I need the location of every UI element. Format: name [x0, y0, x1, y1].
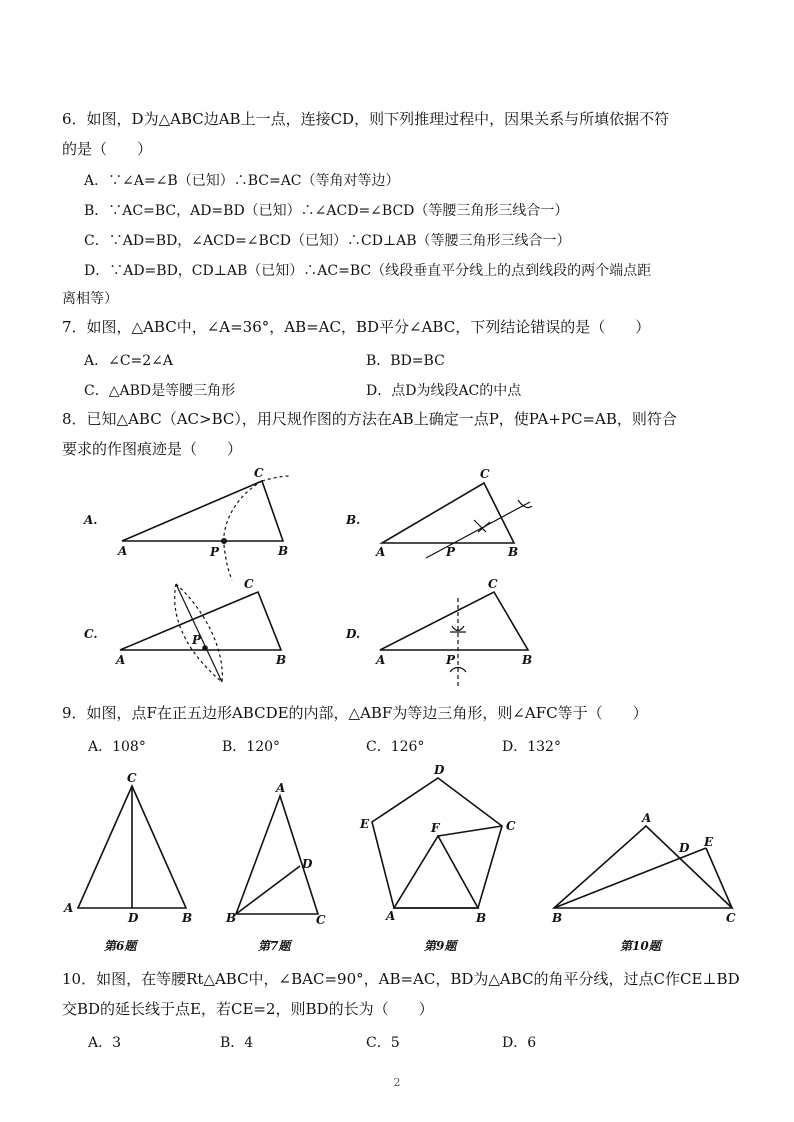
- fig9-label-f: F: [431, 821, 440, 835]
- q10-stem-line1: 10．如图，在等腰Rt△ABC中，∠BAC=90°，AB=AC，BD为△ABC的角平分线，过点C作CE⊥BD: [62, 970, 740, 988]
- q10-stem-line2: 交BD的延长线于点E，若CE=2，则BD的长为（ ）: [62, 1000, 434, 1018]
- fig10-label-e: E: [704, 835, 714, 849]
- q10-option-c: C．5: [366, 1035, 400, 1051]
- q8-a-point-p: P: [210, 545, 220, 559]
- fig9-caption: 第9题: [424, 939, 457, 953]
- q8-d-point-p: P: [446, 653, 456, 667]
- fig10-label-d: D: [679, 841, 690, 855]
- q10-option-a: A．3: [88, 1035, 122, 1051]
- page-number: 2: [393, 1076, 401, 1089]
- q10-option-b: B．4: [220, 1035, 254, 1051]
- fig6-label-a: A: [64, 901, 74, 915]
- q10-option-d: D．6: [502, 1035, 537, 1051]
- q7-option-d: D．点D为线段AC的中点: [366, 383, 522, 399]
- q8-c-point-c: C: [244, 577, 254, 591]
- figure-q6: [78, 786, 186, 908]
- q6-option-d: D．∵AD=BD，CD⊥AB（已知）∴AC=BC（线段垂直平分线上的点到线段的两个端点距: [84, 263, 652, 279]
- fig9-label-d: D: [434, 763, 445, 777]
- q6-stem-line2: 的是（ ）: [62, 140, 153, 158]
- fig7-caption: 第7题: [258, 939, 291, 953]
- q8-b-point-a: A: [376, 545, 386, 559]
- fig9-label-e: E: [360, 817, 370, 831]
- fig7-label-d: D: [302, 857, 313, 871]
- q8-option-a-label: A.: [84, 513, 98, 527]
- q8-option-c-label: C.: [84, 627, 98, 641]
- q8-d-point-a: A: [376, 653, 386, 667]
- fig7-label-a: A: [276, 781, 286, 795]
- q6-option-a: A．∵∠A=∠B（已知）∴BC=AC（等角对等边）: [84, 173, 400, 189]
- q9-option-b: B．120°: [222, 739, 281, 755]
- q9-option-a: A．108°: [88, 739, 146, 755]
- q6-stem-line1: 6．如图，D为△ABC边AB上一点，连接CD，则下列推理过程中，因果关系与所填依据不符: [62, 110, 670, 128]
- fig9-label-b: B: [476, 911, 487, 925]
- fig6-label-c: C: [127, 771, 137, 785]
- q8-option-b-label: B.: [346, 513, 361, 527]
- q8-option-d-label: D.: [346, 627, 361, 641]
- q8-c-point-p: P: [192, 633, 202, 647]
- q8-stem-line2: 要求的作图痕迹是（ ）: [62, 440, 243, 458]
- fig10-label-c: C: [726, 911, 736, 925]
- fig9-label-a: A: [386, 909, 396, 923]
- fig6-label-d: D: [128, 911, 139, 925]
- fig6-caption: 第6题: [104, 939, 137, 953]
- q6-option-c: C．∵AD=BD，∠ACD=∠BCD（已知）∴CD⊥AB（等腰三角形三线合一）: [84, 233, 571, 249]
- q9-option-d: D．132°: [502, 739, 561, 755]
- q8-b-point-c: C: [480, 467, 490, 481]
- fig10-caption: 第10题: [620, 939, 661, 953]
- q7-stem: 7．如图，△ABC中，∠A=36°，AB=AC，BD平分∠ABC，下列结论错误的是（ ）: [62, 318, 651, 336]
- q8-c-point-a: A: [116, 653, 126, 667]
- q9-option-c: C．126°: [366, 739, 425, 755]
- figure-q7: [236, 796, 318, 914]
- q8-d-point-c: C: [488, 577, 498, 591]
- q6-option-b: B．∵AC=BC，AD=BD（已知）∴∠ACD=∠BCD（等腰三角形三线合一）: [84, 203, 569, 219]
- q8-c-point-b: B: [276, 653, 287, 667]
- q8-d-point-b: B: [522, 653, 533, 667]
- fig6-label-b: B: [182, 911, 193, 925]
- figure-q9: [372, 778, 502, 908]
- q8-a-point-a: A: [118, 544, 128, 558]
- fig7-label-c: C: [316, 913, 326, 927]
- q6-option-d-cont: 离相等）: [62, 291, 118, 307]
- q8-b-point-p: P: [446, 545, 456, 559]
- fig10-label-b: B: [552, 911, 563, 925]
- q8-a-point-c: C: [254, 466, 264, 480]
- q9-stem: 9．如图，点F在正五边形ABCDE的内部，△ABF为等边三角形，则∠AFC等于（ ）: [62, 704, 648, 722]
- q8-b-point-b: B: [508, 545, 519, 559]
- fig7-label-b: B: [226, 911, 237, 925]
- q7-option-a: A．∠C=2∠A: [84, 353, 174, 369]
- q7-option-c: C．△ABD是等腰三角形: [84, 383, 236, 399]
- q7-option-b: B．BD=BC: [366, 353, 445, 369]
- q8-a-point-b: B: [278, 544, 289, 558]
- fig10-label-a: A: [642, 811, 652, 825]
- fig9-label-c: C: [506, 819, 516, 833]
- q8-stem-line1: 8．已知△ABC（AC>BC），用尺规作图的方法在AB上确定一点P，使PA+PC=AB，则符合: [62, 410, 677, 428]
